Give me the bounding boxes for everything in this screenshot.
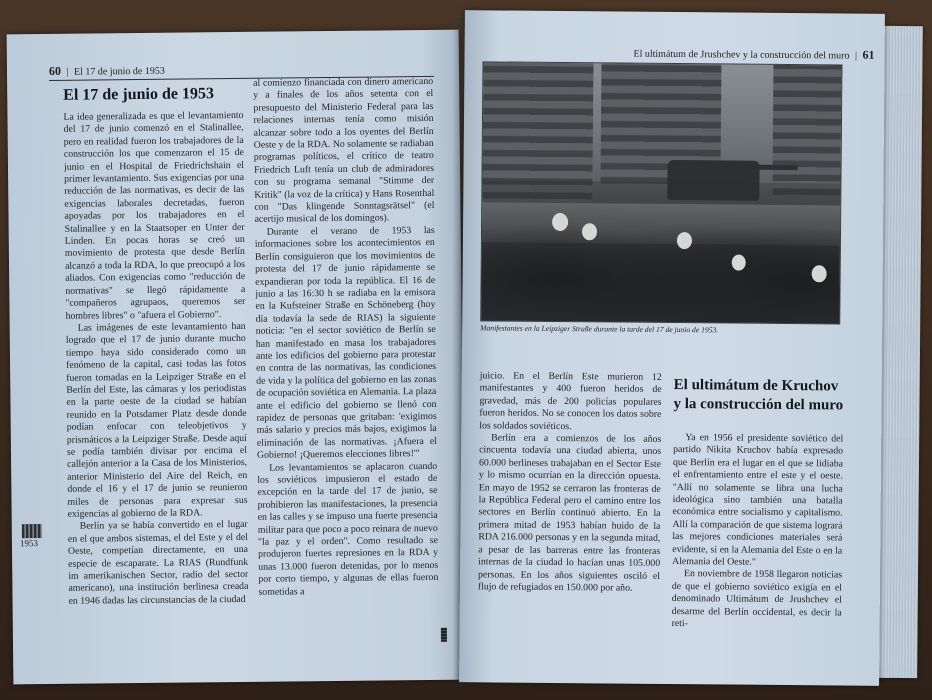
photo-leipziger-strasse [480,61,842,324]
photo-person [582,223,597,240]
photo-building-right [772,65,841,196]
paragraph: Los levantamientos se aplacaron cuando los soviéticos impusieron el estado de excepción en la tarde del 17 de junio, se prohibieron las manifestaciones, la presencia en las calles y se impuso una fuerte presencia militar para que poco a poco reinara de nuevo "la paz y el orden". Como resultado se produjeron fuertes represiones en la RDA y unas 13.000 fueron detenidas, por lo menos por corto tiempo, y algunas de ellas fueron sometidas a [257,460,439,598]
left-page [7,30,466,685]
paragraph: Las imágenes de este levantamiento han logrado que el 17 de junio durante mucho tiempo haya sido considerado como un fenómeno de la capital, casi todas las fotos fueron tomadas en la Leipziger Straße en el Berlín del Este, las cámaras y los periodistas en la parte oeste de la ciudad se habían reunido en la Potsdamer Platz desde donde podían enfocar con teleobjetivos y prismáticos a la Leipziger Straße. Desde aquí se podía también divisar por encima el callejón anterior a la Casa de los Ministerios, anterior Ministerio del Aire del Reich, en donde el 16 y el 17 de junio se reunieron miles de personas para expresar sus exigencias al gobierno de la RDA. [65,320,248,520]
paragraph: Ya en 1956 el presidente soviético del partido Nikita Kruchov había expresado que Berlín era el lugar en el que se lidiaba el enfrentamiento entre el este y el oeste. "Allí no solamente se libra una lucha ideológica sino también una batalla económica entre socialismo y capitalismo. Allí la comparación de que sistema logrará las mejores condiciones materiales será evidente, si en la Alemania del Este o en la Alemania del Oeste." [672,432,844,568]
left-running-head: 60 | El 17 de junio de 1953 [48,63,165,78]
left-page-number: 60 [48,63,62,78]
year-tab-label: 1953 [19,538,38,549]
paragraph: Durante el verano de 1953 las informaciones sobre los acontecimientos en Berlín consiguieron que los movimientos de protesta del 17 de junio rápidamente se expandieran por toda la república. El 16 de junio a las 16:30 h se radiaba en la emisora en la Kufsteiner Straße en Schöneberg (hoy día todavía la sede de RIAS) la siguiente noticia: "en el sector soviético de Berlín se han manifestado en masa los trabajadores ante los edificios del gobierno para protestar en contra de las normativas, las condiciones de vida y la política del gobierno en las zonas de ocupación soviética en Alemania. La plaza ante el edificio del gobierno se llenó con rapidez de personas que gritaban: 'exigimos más salario y precios más bajos, exigimos la eliminación de las normativas. ¡Afuera el Gobierno! ¡Queremos elecciones libres!'" [254,224,437,461]
paragraph: Berlín era a comienzos de los años cincuenta todavía una ciudad abierta, unos 60.000 berlineses trabajaban en el Sector Este y lo mismo ocurrían en la dirección opuesta. En mayo de 1952 se cerraron las fronteras de la República Federal pero el camino entre los sectores en Berlín continuó abierto. En la primera mitad de 1953 habían huido de la RDA 216.000 personas y en la segunda mitad, a pesar de las barreras entre las fronteras internas de la ciudad lo hacían unas 105.000 personas. En los años siguientes osciló el flujo de refugiados en 150.000 por año. [477,432,662,594]
right-page [459,10,885,686]
photo-crowd [481,180,840,323]
page-edge-marker [441,628,447,642]
paragraph: al comienzo financiada con dinero americano y a finales de los años setenta con el presupuesto del Ministerio Federal para las relaciones internas tenía como misión alcanzar sobre todo a los oyentes del Berlín Oeste y de la RDA. No solamente se radiaban programas políticos, el crítico de teatro Friedrich Luft tenía un club de admiradores con su programa semanal "Stimme der Kritik" (la voz de la crítica) y Hans Rosenthal con "Das klingende Sonntagsrätsel" (el acertijo musical de los domingos). [253,75,435,226]
paragraph: En noviembre de 1958 llegaron noticias de que el gobierno soviético exigía en el denominado Ultimátum de Jrushchev el desarme del Berlín occidental, es decir la reti- [671,568,843,630]
year-tab-thumbnail [22,524,42,538]
photo-person [552,213,568,231]
right-running-head-text: El ultimátum de Jrushchev y la construcción del muro [633,48,850,62]
section-title: El ultimátum de Kruchov y la construcción del muro [673,377,844,414]
paragraph: juicio. En el Berlín Este murieron 12 manifestantes y 400 fueron heridos de gravedad, más de 200 policías populares fueron heridos. No se conocen los datos sobre los soldados soviéticos. [479,370,662,432]
photo-person [677,232,692,249]
left-column-2 [253,76,439,656]
photo-caption: Manifestantes en la Leipziger Straße durante la tarde del 17 de junio de 1953. [480,323,719,335]
left-column-1 [63,110,249,658]
year-tab [20,524,46,564]
right-column-1 [477,370,662,662]
photo-person [732,255,746,271]
right-page-number: 61 [862,47,875,62]
photo-person [812,265,827,282]
right-running-head: El ultimátum de Jrushchev y la construcción del muro | 61 [633,47,875,62]
left-page-title: El 17 de junio de 1953 [63,85,215,104]
paragraph: Berlín ya se había convertido en el lugar en el que ambos sistemas, el del Este y el del Oeste, competían directamente, en una especie de escaparate. La RIAS (Rundfunk im amerikanischen Sector, radio del sector americano), una institución berlinesa creada en 1946 dadas las circunstancias de la ciudad [67,519,249,607]
paragraph: La idea generalizada es que el levantamiento del 17 de junio comenzó en el Stalinallee, pero en realidad fueron los trabajadores de la construcción los que comenzaron el 15 de junio en el Hospital de Friedrichshain el primer levantamiento. Sus exigencias por una reducción de las normativas, es decir de las exigencias laborales decretadas, fueron apoyadas por los trabajadores en el Stalinallee y en la Staatsoper en Unter der Linden. En pocas horas se creó un movimiento de protesta que desde Berlín alcanzó a toda la RDA, lo que preocupó a los aliados. Con exigencias como "reducción de normativas" se llegó rápidamente a "compañeros agrupaos, queremos ser hombres libres" o "afuera el Gobierno". [63,109,246,322]
photo-tank-gun [728,164,798,170]
left-running-head-text: El 17 de junio de 1953 [73,65,165,78]
right-column-2 [671,432,843,663]
